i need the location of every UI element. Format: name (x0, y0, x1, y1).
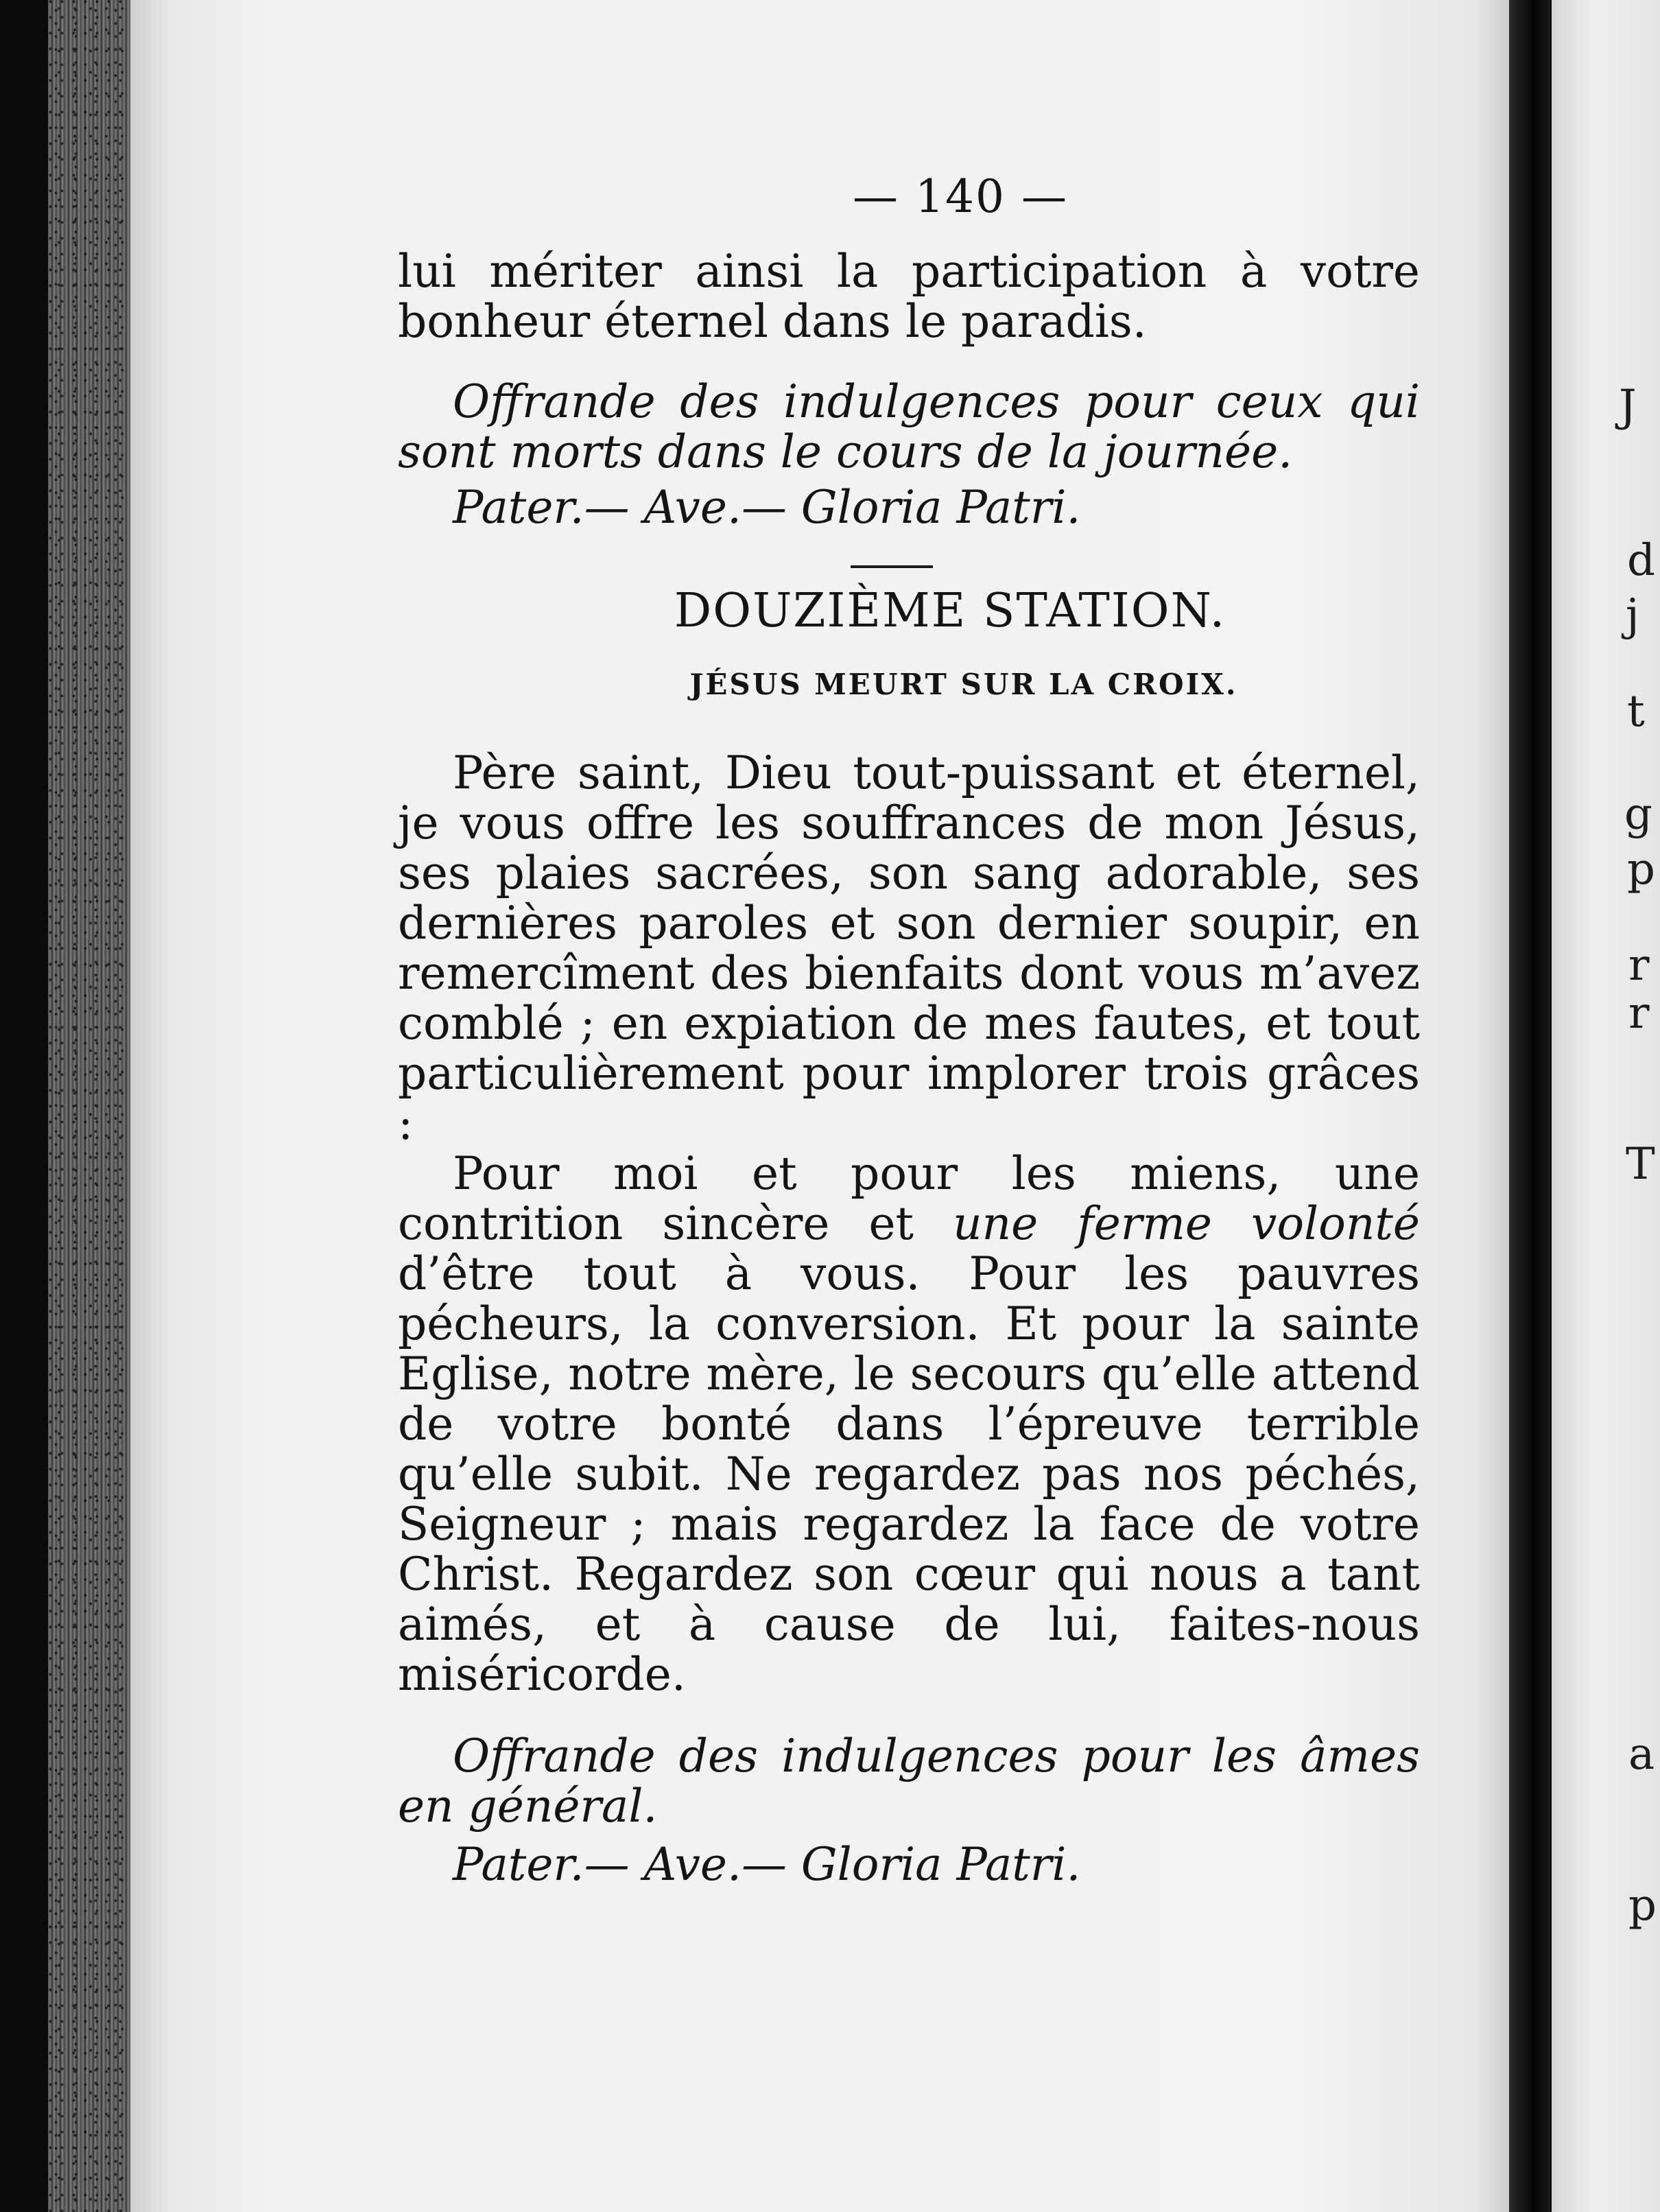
facing-page-letter: j (1626, 590, 1639, 641)
prayer-list-first: Pater.— Ave.— Gloria Patri. (453, 481, 1081, 534)
page-text (398, 172, 1420, 1890)
facing-page-letter: d (1627, 535, 1655, 586)
facing-page-letter: p (1627, 844, 1655, 895)
emphasized-text: une ferme volonté (953, 1197, 1420, 1250)
facing-page-letter: g (1624, 789, 1652, 840)
prayer-paragraph (398, 1149, 1420, 1699)
facing-page (1552, 0, 1660, 2212)
prayer-text: d’être tout à vous. Pour les pauvres pécheurs, la conversion. Et pour la sainte Eglise, notre mère, le secours qu’elle attend de votre bonté dans l’épreuve terrible qu’elle subit. Ne regardez pas nos péchés, Seigneur ; mais regardez la face de votre Christ. Regardez son cœur qui nous a tant aimés, et à cause de lui, faites-nous miséricorde. (398, 1247, 1420, 1701)
facing-page-letter: T (1626, 1139, 1655, 1190)
facing-page-letter: p (1628, 1880, 1657, 1931)
prayer-list-second: Pater.— Ave.— Gloria Patri. (453, 1838, 1081, 1891)
offering-note-first: Offrande des indulgences pour ceux qui sont morts dans le cours de la journée. (398, 375, 1420, 478)
offering-note-second: Offrande des indulgences pour les âmes en général. (398, 1730, 1420, 1833)
facing-page-letter: r (1628, 988, 1650, 1039)
station-subtitle: JÉSUS MEURT SUR LA CROIX. (689, 668, 1238, 701)
facing-page-letter: r (1628, 940, 1650, 991)
facing-page-letter: t (1627, 686, 1645, 737)
page-number: — 140 — (853, 170, 1068, 223)
prayer-paragraph: Père saint, Dieu tout-puissant et éternel, je vous offre les souffrances de mon Jésus, ses plaies sacrées, son sang adorable, ses dernières paroles et son dernier soupir, en remercîment des bienfaits dont vous m’avez comblé ; en expiation de mes fautes, et tout particulièrement pour implorer trois grâces : (398, 746, 1420, 1150)
facing-page-letter: a (1628, 1729, 1655, 1780)
station-prayer (398, 748, 1420, 1699)
section-divider (851, 565, 933, 568)
station-title: DOUZIÈME STATION. (674, 584, 1226, 638)
book-page-edges-speckle (48, 0, 137, 2212)
facing-page-letter: J (1619, 381, 1637, 432)
book-gutter (1509, 0, 1550, 2212)
continuation-paragraph: lui mériter ainsi la participation à votre bonheur éternel dans le paradis. (398, 245, 1420, 348)
prayer-text: Pour moi et pour les miens, une contrition sincère et (398, 1147, 1420, 1250)
